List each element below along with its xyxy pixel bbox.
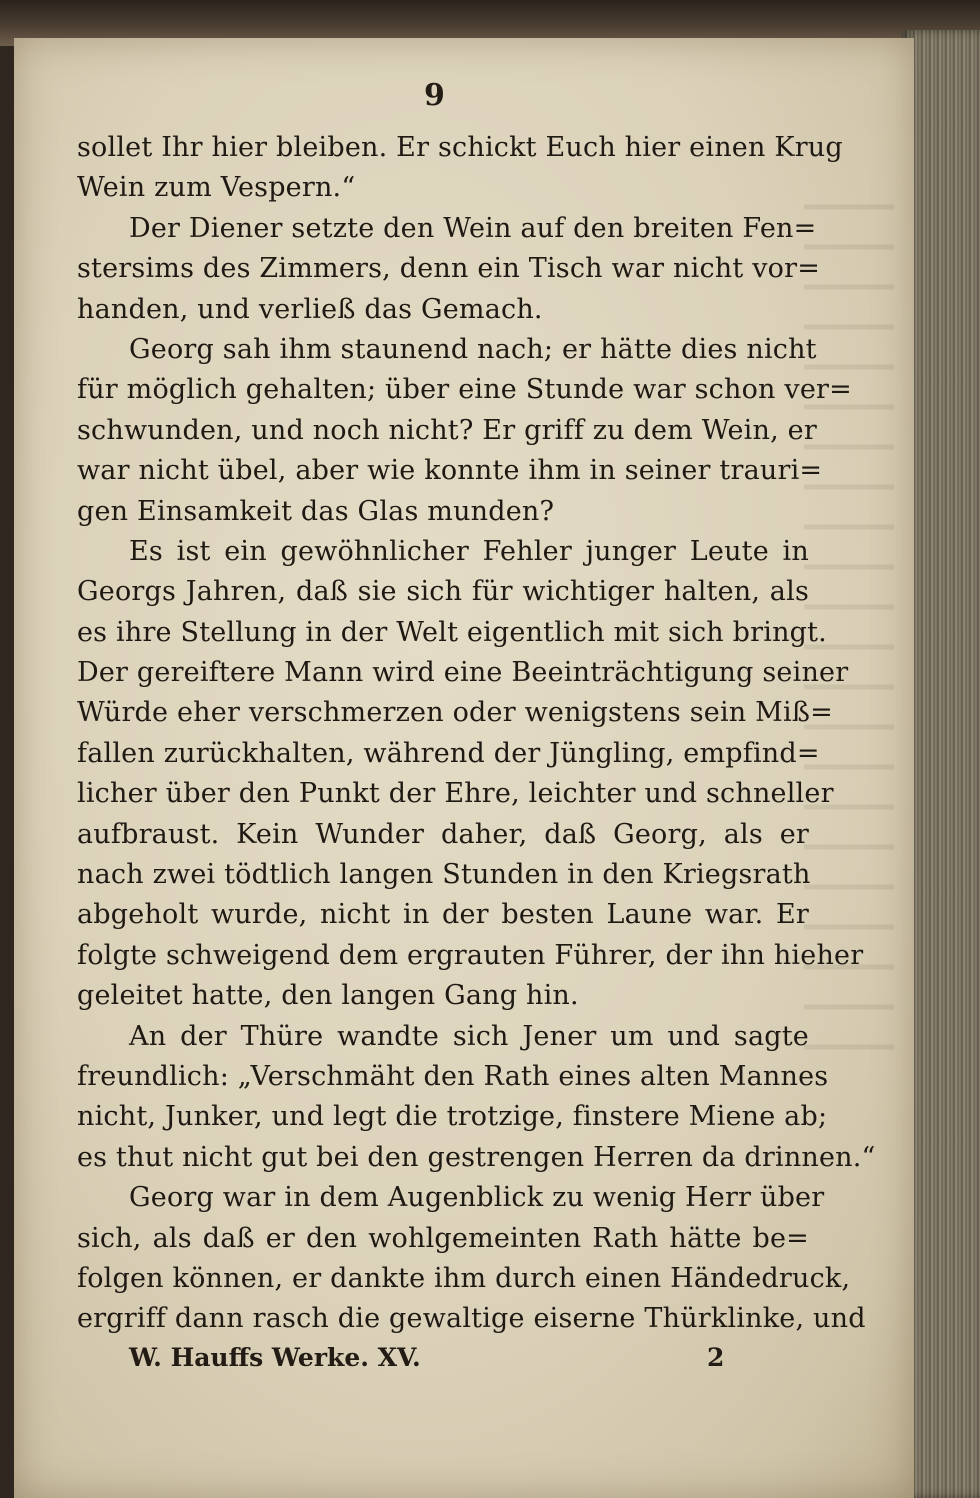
text-line: ergriff dann rasch die gewaltige eiserne Thürklinke, und bbox=[77, 1303, 866, 1335]
text-line: Georg sah ihm staunend nach; er hätte dies nicht bbox=[129, 333, 817, 365]
text-line: Es ist ein gewöhnlicher Fehler junger Leute in bbox=[129, 535, 809, 567]
text-line: freundlich: „Verschmäht den Rath eines alten Mannes bbox=[77, 1060, 829, 1092]
text-line: licher über den Punkt der Ehre, leichter und schneller bbox=[77, 778, 834, 810]
page-number: 9 bbox=[424, 78, 445, 113]
text-line: schwunden, und noch nicht? Er griff zu dem Wein, er bbox=[77, 414, 817, 446]
text-line: abgeholt wurde, nicht in der besten Laune war. Er bbox=[77, 899, 809, 931]
footer-signature: W. Hauffs Werke. XV. bbox=[129, 1343, 421, 1372]
text-line: nach zwei tödtlich langen Stunden in den Kriegsrath bbox=[77, 859, 811, 891]
text-line: handen, und verließ das Gemach. bbox=[77, 293, 543, 325]
footer-signature-mark: 2 bbox=[707, 1343, 725, 1372]
text-line: Georgs Jahren, daß sie sich für wichtiger halten, als bbox=[77, 576, 809, 608]
text-line: folgte schweigend dem ergrauten Führer, der ihn hieher bbox=[77, 939, 864, 971]
text-line: Wein zum Vespern.“ bbox=[77, 172, 356, 204]
text-line: folgen können, er dankte ihm durch einen Händedruck, bbox=[77, 1262, 851, 1294]
text-line: stersims des Zimmers, denn ein Tisch war nicht vor= bbox=[77, 253, 821, 285]
text-line: Der gereiftere Mann wird eine Beeinträchtigung seiner bbox=[77, 657, 849, 689]
text-line: Georg war in dem Augenblick zu wenig Herr über bbox=[129, 1182, 825, 1214]
text-line: fallen zurückhalten, während der Jüngling, empfind= bbox=[77, 737, 820, 769]
text-line: An der Thüre wandte sich Jener um und sagte bbox=[129, 1020, 809, 1052]
text-line: war nicht übel, aber wie konnte ihm in seiner trauri= bbox=[77, 455, 823, 487]
text-line: sich, als daß er den wohlgemeinten Rath hätte be= bbox=[77, 1222, 809, 1254]
book-page bbox=[14, 38, 914, 1498]
text-line: es thut nicht gut bei den gestrengen Herren da drinnen.“ bbox=[77, 1141, 876, 1173]
text-line: geleitet hatte, den langen Gang hin. bbox=[77, 980, 579, 1012]
text-line: für möglich gehalten; über eine Stunde war schon ver= bbox=[77, 374, 852, 406]
text-line: nicht, Junker, und legt die trotzige, finstere Miene ab; bbox=[77, 1101, 828, 1133]
text-line: aufbraust. Kein Wunder daher, daß Georg, als er bbox=[77, 818, 809, 850]
text-line: Der Diener setzte den Wein auf den breiten Fen= bbox=[129, 212, 817, 244]
body-text bbox=[77, 128, 876, 1340]
text-line: sollet Ihr hier bleiben. Er schickt Euch hier einen Krug bbox=[77, 132, 843, 163]
page-footer bbox=[77, 1343, 809, 1383]
text-line: gen Einsamkeit das Glas munden? bbox=[77, 495, 555, 527]
text-line: Würde eher verschmerzen oder wenigstens sein Miß= bbox=[77, 697, 833, 729]
text-line: es ihre Stellung in der Welt eigentlich mit sich bringt. bbox=[77, 616, 827, 648]
